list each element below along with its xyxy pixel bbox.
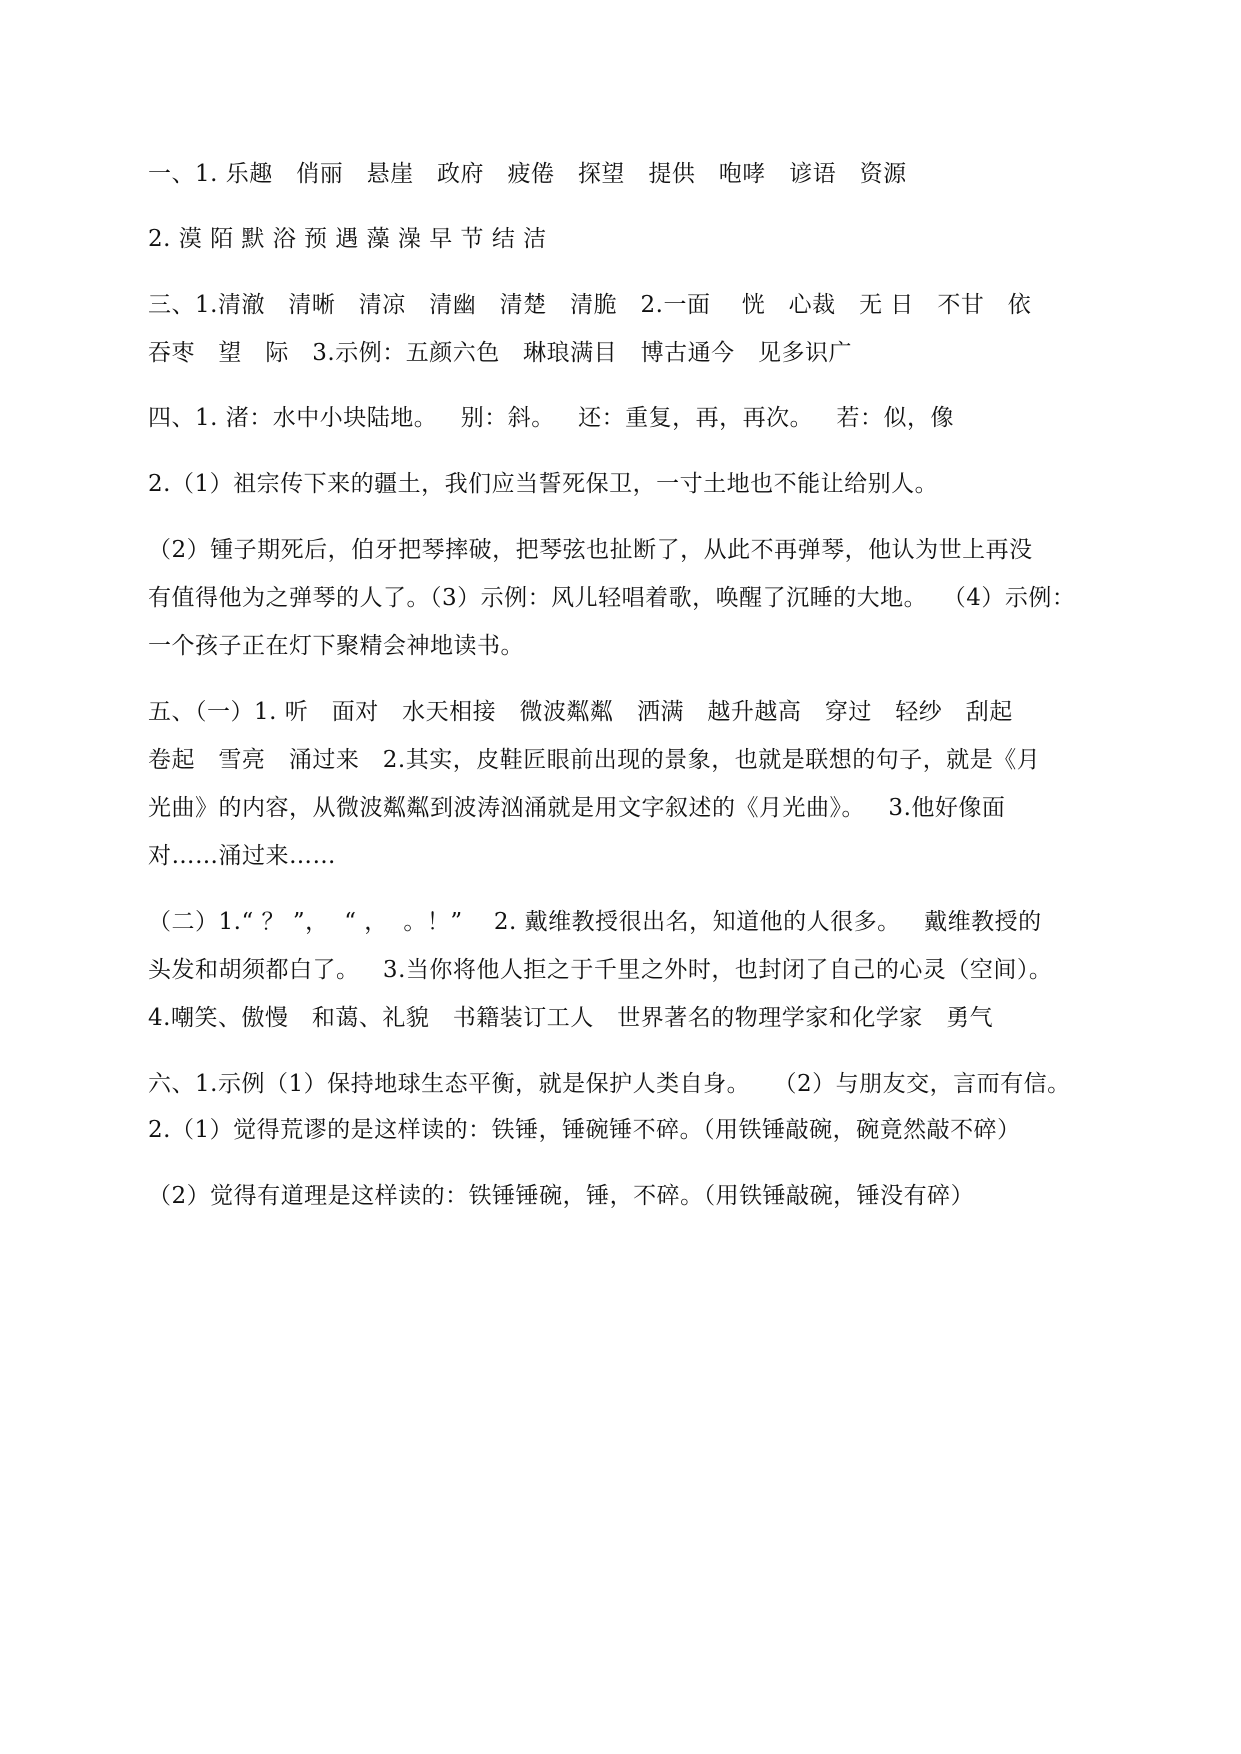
answer-line-17: 六、1.示例（1）保持地球生态平衡，就是保护人类自身。 （2）与朋友交，言而有信。	[148, 1071, 1071, 1097]
answer-line-8: 有值得他为之弹琴的人了。（3）示例：风儿轻唱着歌，唤醒了沉睡的大地。 （4）示例：	[148, 585, 1076, 611]
answer-line-6: 2.（1）祖宗传下来的疆土，我们应当誓死保卫，一寸土地也不能让给别人。	[148, 471, 939, 497]
answer-line-9: 一个孩子正在灯下聚精会神地读书。	[148, 633, 524, 659]
answer-line-11: 卷起 雪亮 涌过来 2.其实，皮鞋匠眼前出现的景象，也就是联想的句子，就是《月	[148, 747, 1041, 773]
answer-line-5: 四、1. 渚：水中小块陆地。 别：斜。 还：重复，再，再次。 若：似，像	[148, 405, 955, 431]
answer-line-4: 吞枣 望 际 3.示例：五颜六色 琳琅满目 博古通今 见多识广	[148, 340, 853, 366]
answer-line-3: 三、1.清澈 清晰 清凉 清幽 清楚 清脆 2.一面 恍 心裁 无 日 不甘 依	[148, 292, 1032, 318]
answer-line-14: （二）1.“ ？ ”， “ ， 。！” 2. 戴维教授很出名，知道他的人很多。 戴维教授的	[148, 909, 1042, 935]
answer-line-12: 光曲》的内容，从微波粼粼到波涛汹涌就是用文字叙述的《月光曲》。 3.他好像面	[148, 795, 1006, 821]
answer-line-2: 2. 漠 陌 默 浴 预 遇 藻 澡 早 节 结 洁	[148, 226, 547, 252]
answer-line-15: 头发和胡须都白了。 3.当你将他人拒之于千里之外时，也封闭了自己的心灵（空间）。	[148, 957, 1053, 983]
answer-line-13: 对……涌过来……	[148, 843, 336, 869]
answer-line-7: （2）锺子期死后，伯牙把琴摔破，把琴弦也扯断了，从此不再弹琴，他认为世上再没	[148, 537, 1033, 563]
answer-line-10: 五、（一）1. 听 面对 水天相接 微波粼粼 洒满 越升越高 穿过 轻纱 刮起	[148, 699, 1013, 725]
answer-line-19: （2）觉得有道理是这样读的：铁锤锤碗，锤，不碎。（用铁锤敲碗，锤没有碎）	[148, 1183, 975, 1209]
answer-line-1: 一、1. 乐趣 俏丽 悬崖 政府 疲倦 探望 提供 咆哮 谚语 资源	[148, 161, 907, 187]
answer-line-18: 2.（1）觉得荒谬的是这样读的：铁锤，锤碗锤不碎。（用铁锤敲碗，碗竟然敲不碎）	[148, 1117, 1021, 1143]
answer-line-16: 4.嘲笑、傲慢 和蔼、礼貌 书籍装订工人 世界著名的物理学家和化学家 勇气	[148, 1005, 994, 1031]
